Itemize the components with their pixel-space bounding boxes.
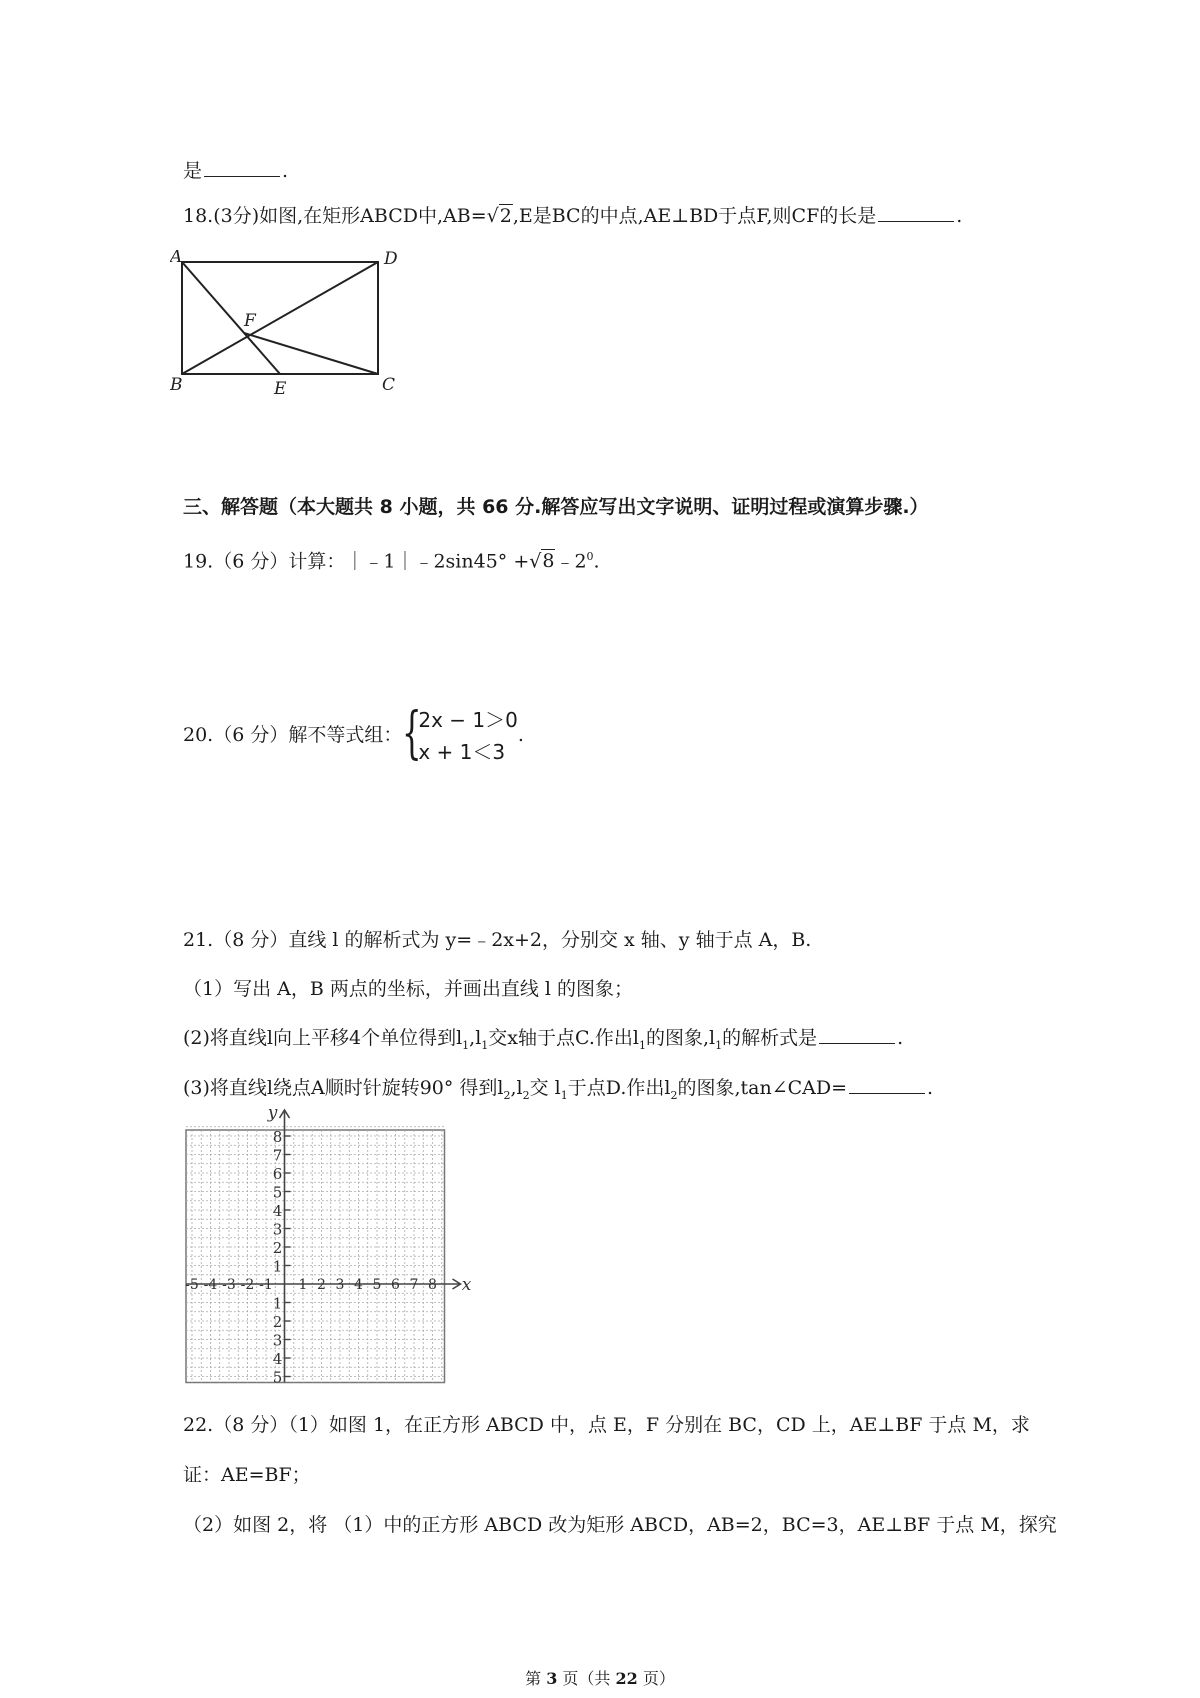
q21-p2-d: 的图象,l (645, 1027, 716, 1049)
question-19 (183, 544, 600, 574)
q19-suffix: . (593, 550, 600, 573)
subscript-2: 2 (503, 1088, 511, 1102)
x-tick-label: 5 (372, 1277, 382, 1293)
q18-text-b: ,E是BC的中点,AE⊥BD于点F,则CF的长是 (512, 205, 877, 227)
q19-radicand: 8 (542, 550, 555, 573)
label-d: D (384, 250, 398, 269)
y-tick-label: 2 (272, 1239, 283, 1257)
subscript-1: 1 (481, 1038, 489, 1052)
q18-text-a: 18.(3分)如图,在矩形ABCD中,AB= (183, 205, 487, 227)
x-axis-label: x (461, 1275, 472, 1295)
q18-radicand: 2 (499, 205, 512, 227)
subscript-1: 1 (638, 1038, 646, 1052)
q19-middle: ﹣2sin45° + (414, 550, 530, 573)
footer-middle: 页（共 (557, 1669, 616, 1688)
y-tick-label: 1 (272, 1257, 283, 1276)
question-20 (183, 700, 524, 770)
q21-p3-d: 于点D.作出l (567, 1077, 671, 1099)
label-a: A (170, 250, 183, 267)
y-tick-label: 5 (272, 1183, 283, 1202)
q17-tail-suffix: . (282, 160, 289, 182)
label-b: B (170, 375, 183, 395)
left-brace: { (402, 701, 422, 766)
inequality-1: 2x − 1＞0 (418, 708, 518, 732)
y-tick-label: 7 (272, 1146, 283, 1165)
q21-p3-e: 的图象,tan∠CAD= (677, 1077, 848, 1099)
x-tick-label: 8 (428, 1277, 437, 1293)
subscript-1: 1 (462, 1038, 470, 1052)
answer-blank-17 (204, 158, 280, 177)
subscript-1: 1 (715, 1038, 723, 1052)
question-18 (183, 203, 962, 229)
diagonal-bd (182, 262, 378, 374)
y-tick-label: 2 (272, 1313, 283, 1331)
x-tick-label: 6 (391, 1277, 400, 1293)
y-tick-label: 6 (272, 1165, 283, 1183)
question-22-line1: 22.（8 分）（1）如图 1，在正方形 ABCD 中，点 E，F 分别在 BC，CD 上，AE⊥BF 于点 M，求 (183, 1414, 1030, 1436)
inequality-2: x + 1＜3 (418, 740, 506, 764)
q21-p2-b: ,l (469, 1027, 482, 1049)
answer-blank-18 (878, 203, 954, 222)
q21-p2-suffix: . (897, 1027, 904, 1049)
answer-blank-21-2 (819, 1025, 895, 1044)
y-tick-label: 4 (272, 1350, 283, 1368)
figure-18-rectangle (170, 250, 410, 420)
footer-suffix: 页） (637, 1669, 675, 1688)
inequality-system (402, 701, 518, 768)
subscript-1: 1 (560, 1088, 568, 1102)
subscript-2: 2 (670, 1088, 678, 1102)
x-tick-label: 2 (317, 1277, 326, 1293)
x-tick-label: -5 (185, 1277, 199, 1293)
label-f: F (244, 311, 256, 331)
q21-p2-c: 交x轴于点C.作出l (488, 1027, 639, 1049)
question-22-line3: （2）如图 2，将 （1）中的正方形 ABCD 改为矩形 ABCD，AB=2，BC=3，AE⊥BF 于点 M，探究 (183, 1514, 1057, 1536)
x-tick-label: 7 (409, 1277, 419, 1293)
section-3-heading: 三、解答题（本大题共 8 小题，共 66 分.解答应写出文字说明、证明过程或演算步骤.） (183, 496, 929, 518)
q19-exponent: 0 (586, 550, 594, 563)
q21-p3-a: (3)将直线l绕点A顺时针旋转90° 得到l (183, 1077, 504, 1099)
question-21-part2 (183, 1025, 903, 1059)
q21-p3-c: 交 l (529, 1077, 561, 1099)
q20-prefix: 20.（6 分）解不等式组： (183, 724, 403, 746)
q19-abs: ｜﹣1｜ (345, 550, 415, 573)
x-tick-label: -4 (203, 1277, 218, 1293)
y-tick-label: 3 (272, 1220, 283, 1239)
sqrt-symbol: √ (486, 205, 499, 227)
q17-tail (183, 158, 288, 184)
x-tick-label: 4 (354, 1277, 363, 1293)
segment-ae (182, 262, 280, 374)
coordinate-grid (180, 1100, 480, 1400)
y-tick-label: 8 (272, 1128, 283, 1146)
q21-p2-e: 的解析式是 (722, 1027, 818, 1049)
x-tick-label: -1 (259, 1277, 273, 1293)
footer-prefix: 第 (525, 1669, 547, 1688)
q21-p2-a: (2)将直线l向上平移4个单位得到l (183, 1027, 463, 1049)
total-pages: 22 (615, 1669, 638, 1688)
q19-prefix: 19.（6 分）计算： (183, 550, 346, 573)
label-c: C (382, 375, 396, 395)
q17-tail-prefix: 是 (183, 160, 203, 182)
question-22-line2: 证：AE=BF； (183, 1464, 311, 1486)
q21-p3-suffix: . (927, 1077, 934, 1099)
y-tick-label: 3 (272, 1331, 283, 1350)
q21-p3-b: ,l (510, 1077, 523, 1099)
x-tick-label: -3 (222, 1277, 236, 1293)
question-21-stem: 21.（8 分）直线 l 的解析式为 y=﹣2x+2，分别交 x 轴、y 轴于点 A，B. (183, 929, 812, 951)
subscript-2: 2 (522, 1088, 530, 1102)
x-tick-label: 3 (335, 1277, 345, 1293)
y-tick-label: 5 (272, 1368, 283, 1387)
q20-suffix: . (517, 724, 524, 746)
x-tick-label: 1 (298, 1277, 308, 1293)
page-footer (0, 1666, 1200, 1689)
answer-blank-21-3 (849, 1075, 925, 1094)
y-axis-label: y (267, 1103, 278, 1123)
y-tick-label: 4 (272, 1202, 283, 1220)
question-21-part1: （1）写出 A，B 两点的坐标，并画出直线 l 的图象； (183, 978, 634, 1000)
segment-cf (244, 333, 378, 374)
q19-minus: ﹣2 (555, 550, 587, 573)
page-number: 3 (546, 1669, 558, 1688)
sqrt-symbol: √ (529, 550, 542, 573)
q18-suffix: . (956, 205, 963, 227)
y-tick-label: 1 (272, 1294, 283, 1313)
x-tick-label: -2 (240, 1277, 255, 1293)
label-e: E (274, 379, 287, 399)
